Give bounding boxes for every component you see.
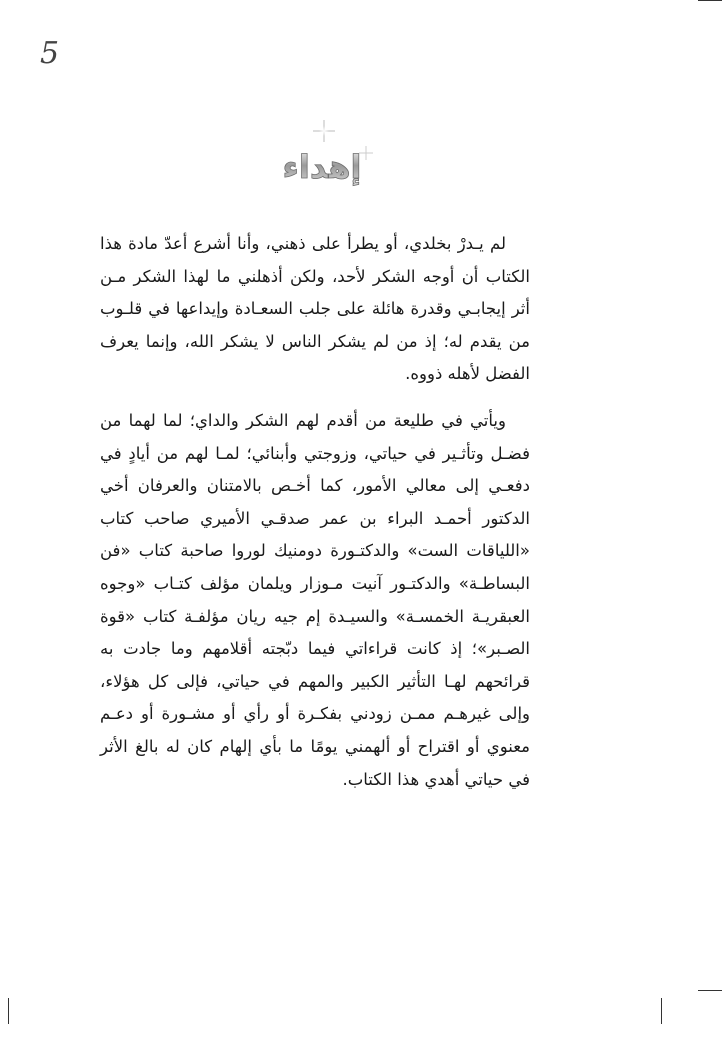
crop-mark-top-right	[698, 0, 722, 1]
crop-mark-bottom-right-vertical	[661, 998, 662, 1024]
dedication-text	[100, 228, 530, 796]
crop-mark-bottom-right-horizontal	[698, 990, 722, 991]
crop-mark-bottom-left-vertical	[8, 998, 9, 1024]
paragraph: لم يـدرْ بخلدي، أو يطرأ على ذهني، وأنا أشرع أعدّ مادة هذا الكتاب أن أوجه الشكر لأحد، ولكن أذهلني ما لهذا الشكر مـن أثر إيجابـي وقدرة هائلة على جلب السعـادة وإيداعها في قلـوب من يقدم له؛ إذ من لم يشكر الناس لا يشكر الله، وإنما يعرف الفضل لأهله ذووه.	[100, 234, 530, 384]
dedication-heading-logo	[262, 120, 382, 200]
paragraph: ويأتي في طليعة من أقدم لهم الشكر والداي؛ لما لهما من فضـل وتأثـير في حياتي، وزوجتي وأبنائي؛ لمـا لهم من أيادٍ في دفعـي إلى معالي الأمور، كما أخـص بالامتنان والعرفان أخي الدكتور أحمـد البراء بن عمر صدقـي الأميري صاحب كتاب «اللياقات الست» والدكتـورة دومنيك لوروا صاحبة كتاب «فن البساطـة» والدكتـور آنيت مـوزار ويلمان مؤلف كتـاب «وجوه العبقريـة الخمسـة» والسيـدة إم جيه ريان مؤلفـة كتاب «قوة الصـبر»؛ إذ كانت قراءاتي فيما دبّجته أقلامهم وما جادت به قرائحهم لهـا التأثير الكبير والمهم في حياتي، فإلى كل هؤلاء، وإلى غيرهـم ممـن زودني بفكـرة أو رأي أو مشـورة أو دعـم معنوي أو اقتراح أو ألهمني يومًا ما بأي إلهام كان له بالغ الأثر في حياتي أهدي هذا الكتاب.	[100, 410, 530, 789]
sparkle-icon	[313, 120, 335, 142]
heading-title: إهداء	[282, 148, 362, 186]
page-number: 5	[40, 36, 60, 71]
